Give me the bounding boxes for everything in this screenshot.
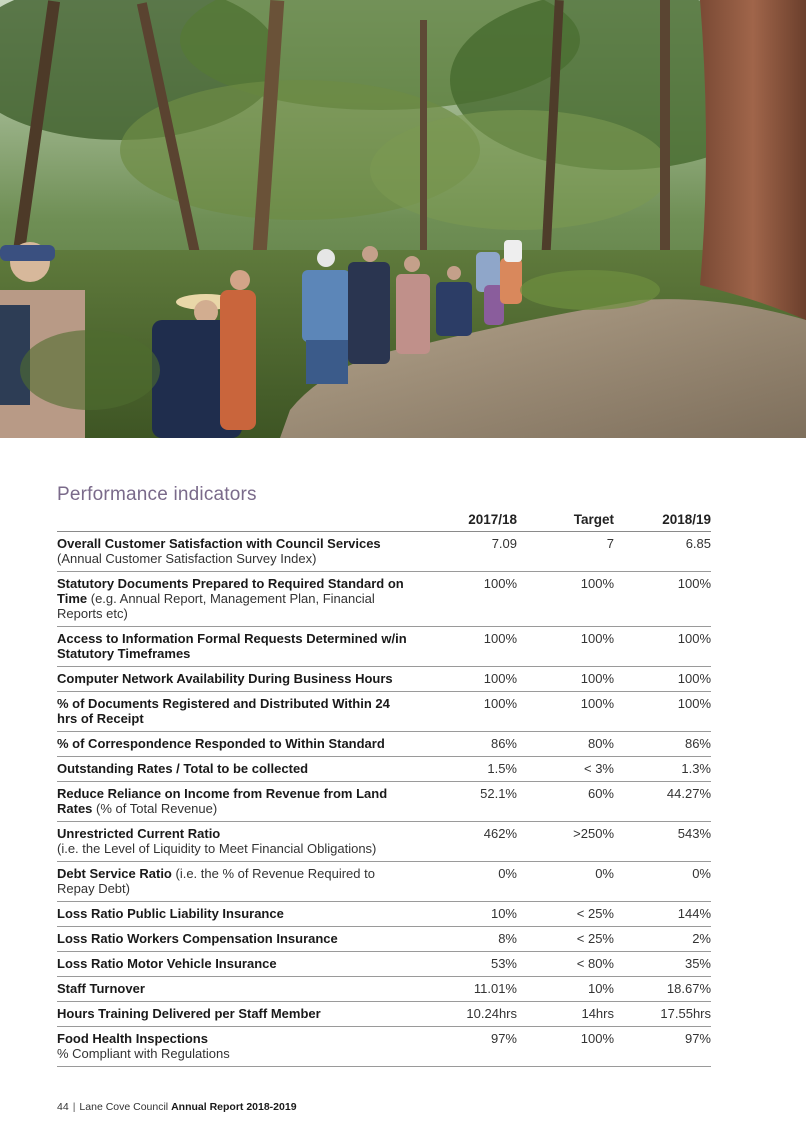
indicator-label xyxy=(57,1002,417,1027)
value-2018-19: 2% xyxy=(614,927,711,952)
value-2018-19: 100% xyxy=(614,692,711,732)
page-number: 44 xyxy=(57,1101,69,1113)
table-header-row xyxy=(57,510,711,532)
value-2017-18: 97% xyxy=(417,1027,517,1067)
indicator-name: Loss Ratio Public Liability Insurance xyxy=(57,906,284,921)
forest-bushwalk-photo-icon xyxy=(0,0,806,438)
value-2017-18: 100% xyxy=(417,667,517,692)
value-2018-19: 144% xyxy=(614,902,711,927)
value-target: < 25% xyxy=(517,927,614,952)
indicator-name: Overall Customer Satisfaction with Council Services xyxy=(57,536,381,551)
value-2018-19: 17.55hrs xyxy=(614,1002,711,1027)
value-2018-19: 44.27% xyxy=(614,782,711,822)
value-2018-19: 97% xyxy=(614,1027,711,1067)
table-row xyxy=(57,822,711,862)
value-2017-18: 0% xyxy=(417,862,517,902)
indicator-name: Outstanding Rates / Total to be collected xyxy=(57,761,309,776)
value-2018-19: 1.3% xyxy=(614,757,711,782)
value-2018-19: 86% xyxy=(614,732,711,757)
page-title: Performance indicators xyxy=(57,484,257,505)
indicator-label xyxy=(57,902,417,927)
indicator-label xyxy=(57,532,417,572)
indicator-name: Access to Information Formal Requests Determined w/in Statutory Timeframes xyxy=(57,631,407,661)
table-row xyxy=(57,692,711,732)
indicator-name: Unrestricted Current Ratio xyxy=(57,826,221,841)
table-row xyxy=(57,1002,711,1027)
value-2018-19: 100% xyxy=(614,667,711,692)
value-target: 100% xyxy=(517,667,614,692)
value-2017-18: 86% xyxy=(417,732,517,757)
indicator-label xyxy=(57,927,417,952)
value-target: 14hrs xyxy=(517,1002,614,1027)
indicator-label xyxy=(57,952,417,977)
value-2017-18: 53% xyxy=(417,952,517,977)
indicator-name: Statutory Documents Prepared to Required Standard on Time xyxy=(57,576,404,606)
table-row xyxy=(57,667,711,692)
council-name: Lane Cove Council xyxy=(79,1101,169,1113)
value-2018-19: 0% xyxy=(614,862,711,902)
value-2018-19: 543% xyxy=(614,822,711,862)
value-2017-18: 8% xyxy=(417,927,517,952)
value-2017-18: 1.5% xyxy=(417,757,517,782)
indicator-label xyxy=(57,757,417,782)
value-target: 60% xyxy=(517,782,614,822)
indicator-label xyxy=(57,822,417,862)
value-target: 100% xyxy=(517,1027,614,1067)
value-2017-18: 7.09 xyxy=(417,532,517,572)
value-2017-18: 52.1% xyxy=(417,782,517,822)
value-target: < 80% xyxy=(517,952,614,977)
indicator-label xyxy=(57,627,417,667)
table-row xyxy=(57,902,711,927)
table-row xyxy=(57,757,711,782)
indicator-label xyxy=(57,692,417,732)
header-indicator xyxy=(57,510,417,532)
value-target: 100% xyxy=(517,572,614,627)
value-2018-19: 35% xyxy=(614,952,711,977)
indicator-name: Loss Ratio Workers Compensation Insurance xyxy=(57,931,338,946)
footer-separator: | xyxy=(72,1101,76,1113)
indicator-label xyxy=(57,732,417,757)
table-row xyxy=(57,732,711,757)
value-2017-18: 100% xyxy=(417,572,517,627)
table-row xyxy=(57,862,711,902)
table-row xyxy=(57,532,711,572)
indicator-name: Debt Service Ratio xyxy=(57,866,172,881)
value-target: 7 xyxy=(517,532,614,572)
value-target: >250% xyxy=(517,822,614,862)
indicator-name: % of Documents Registered and Distributed Within 24 hrs of Receipt xyxy=(57,696,390,726)
indicator-label xyxy=(57,862,417,902)
header-2017-18: 2017/18 xyxy=(417,510,517,532)
page-footer xyxy=(57,1101,297,1113)
indicator-label xyxy=(57,782,417,822)
value-2018-19: 100% xyxy=(614,572,711,627)
value-2018-19: 18.67% xyxy=(614,977,711,1002)
indicator-name: Reduce Reliance on Income from Revenue from Land Rates xyxy=(57,786,388,816)
indicator-name: Loss Ratio Motor Vehicle Insurance xyxy=(57,956,277,971)
table-row xyxy=(57,782,711,822)
indicator-name: Computer Network Availability During Business Hours xyxy=(57,671,393,686)
value-target: < 25% xyxy=(517,902,614,927)
value-2018-19: 6.85 xyxy=(614,532,711,572)
indicator-note: (i.e. the Level of Liquidity to Meet Financial Obligations) xyxy=(57,841,377,856)
value-target: 100% xyxy=(517,627,614,667)
indicator-note: (% of Total Revenue) xyxy=(96,801,218,816)
table-row xyxy=(57,572,711,627)
table-row xyxy=(57,952,711,977)
value-target: 0% xyxy=(517,862,614,902)
hero-photo xyxy=(0,0,806,438)
value-2017-18: 11.01% xyxy=(417,977,517,1002)
header-2018-19: 2018/19 xyxy=(614,510,711,532)
report-title: Annual Report 2018-2019 xyxy=(171,1101,297,1113)
indicator-label xyxy=(57,977,417,1002)
indicator-name: Staff Turnover xyxy=(57,981,145,996)
value-2018-19: 100% xyxy=(614,627,711,667)
table-row xyxy=(57,977,711,1002)
value-target: 80% xyxy=(517,732,614,757)
value-target: 10% xyxy=(517,977,614,1002)
value-2017-18: 100% xyxy=(417,692,517,732)
value-2017-18: 100% xyxy=(417,627,517,667)
indicator-name: Food Health Inspections xyxy=(57,1031,208,1046)
indicator-note: (i.e. the % of Revenue Required to Repay Debt) xyxy=(57,866,375,896)
value-2017-18: 10% xyxy=(417,902,517,927)
indicator-note: % Compliant with Regulations xyxy=(57,1046,230,1061)
indicator-note: (e.g. Annual Report, Management Plan, Financial Reports etc) xyxy=(57,591,375,621)
value-target: < 3% xyxy=(517,757,614,782)
header-target: Target xyxy=(517,510,614,532)
performance-indicators-table xyxy=(57,510,711,1067)
value-2017-18: 10.24hrs xyxy=(417,1002,517,1027)
value-target: 100% xyxy=(517,692,614,732)
indicator-name: Hours Training Delivered per Staff Member xyxy=(57,1006,321,1021)
table-row xyxy=(57,627,711,667)
indicator-name: % of Correspondence Responded to Within Standard xyxy=(57,736,385,751)
table-row xyxy=(57,1027,711,1067)
indicator-label xyxy=(57,1027,417,1067)
table-row xyxy=(57,927,711,952)
indicator-label xyxy=(57,667,417,692)
value-2017-18: 462% xyxy=(417,822,517,862)
indicator-note: (Annual Customer Satisfaction Survey Index) xyxy=(57,551,317,566)
indicator-label xyxy=(57,572,417,627)
